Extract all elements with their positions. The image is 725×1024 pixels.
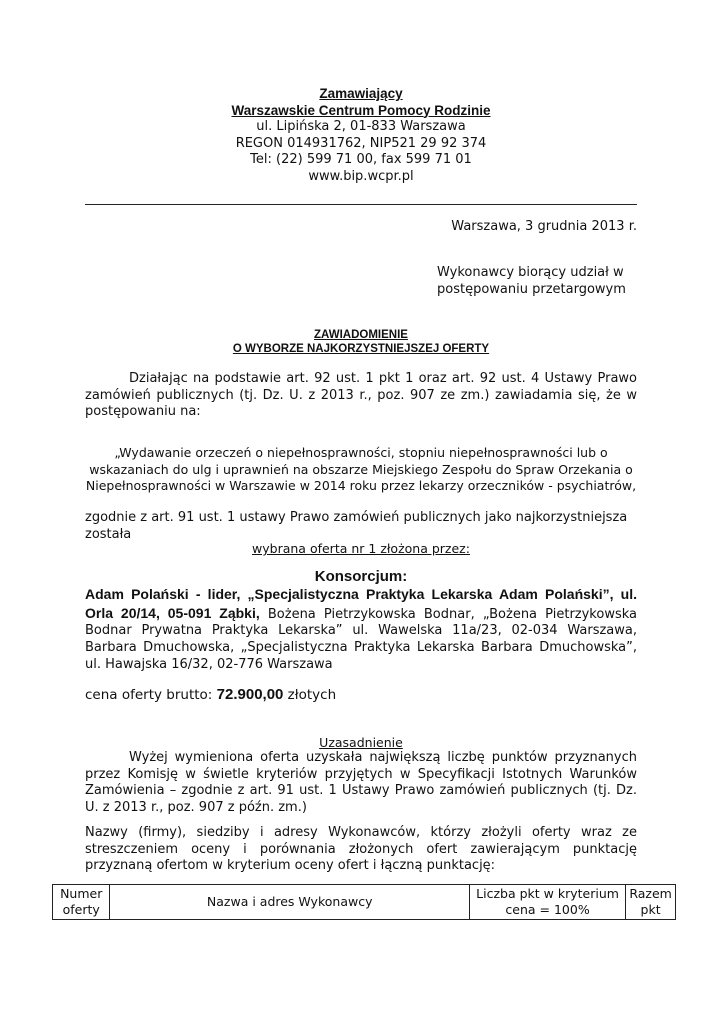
letterhead-regon-nip: REGON 014931762, NIP521 29 92 374: [235, 135, 487, 151]
consortium-partners: Bożena Pietrzykowska Bodnar, „Bożena Pietrzykowska Bodnar Prywatna Praktyka Lekarska” ul. Wawelska 11a/23, 02-034 Warszawa, Barbara Dmuchowska, „Specjalistyczna Praktyka Lekarska Barbara Dmuchowska”, ul. Hawajska 16/32, 02-776 Warszawa: [85, 606, 637, 672]
header-contractor-name: Nazwa i adres Wykonawcy: [110, 885, 470, 920]
recipient-line-1: Wykonawcy biorący udział w: [437, 265, 624, 280]
header-divider: [85, 204, 637, 205]
letterhead: [85, 86, 637, 185]
letterhead-website: www.bip.wcpr.pl: [308, 168, 414, 184]
title-line-2: O WYBORZE NAJKORZYSTNIEJSZEJ OFERTY: [232, 343, 490, 355]
offer-price: [85, 686, 336, 703]
header-offer-number: Numer oferty: [53, 885, 110, 920]
bidders-intro-paragraph: Nazwy (firmy), siedziby i adresy Wykonawców, którzy złożyli oferty wraz ze streszczeniem oceny i porównania złożonych ofert zawierającym punktację przyznaną ofertom w kryterium oceny ofert i łączną punktację:: [85, 825, 637, 873]
table-header-row: [53, 885, 676, 920]
offers-table: [52, 884, 676, 920]
document-date: Warszawa, 3 grudnia 2013 r.: [451, 219, 637, 234]
legal-basis-paragraph: zgodnie z art. 91 ust. 1 ustawy Prawo zamówień publicznych jako najkorzystniejsza została: [85, 510, 628, 542]
letterhead-organization: Warszawskie Centrum Pomocy Rodzinie: [231, 102, 491, 118]
price-label: cena oferty brutto:: [85, 687, 217, 703]
letterhead-address: ul. Lipińska 2, 01-833 Warszawa: [256, 119, 466, 134]
price-currency: złotych: [283, 687, 337, 703]
consortium-label: Konsorcjum:: [314, 568, 408, 585]
procurement-subject: „Wydawanie orzeczeń o niepełnosprawności, stopniu niepełnosprawności lub o wskazaniach do ulg i uprawnień na obszarze Miejskiego Zespołu do Spraw Orzekania o Niepełnosprawności w Warszawie w 2014 roku przez lekarzy orzeczników - psychiatrów,: [85, 445, 637, 493]
recipient-line-2: postępowaniu przetargowym: [437, 282, 626, 297]
consortium-leader: Adam Polański - lider, „Specjalistyczna Praktyka Lekarska Adam Polański”, ul. Orla 20/14, 05-091 Ząbki,: [85, 586, 637, 621]
letterhead-role: Zamawiający: [319, 86, 403, 101]
header-price-points: Liczba pkt w kryterium cena = 100%: [470, 885, 626, 920]
header-total-points: Razem pkt: [626, 885, 676, 920]
chosen-offer-line: wybrana oferta nr 1 złożona przez:: [252, 541, 470, 556]
document-title: [85, 328, 637, 356]
letterhead-phone-fax: Tel: (22) 599 71 00, fax 599 71 01: [250, 152, 472, 167]
justification-heading: Uzasadnienie: [319, 735, 403, 750]
consortium-members: [85, 586, 637, 674]
title-line-1: ZAWIADOMIENIE: [314, 329, 408, 341]
justification-paragraph: [85, 750, 637, 816]
intro-paragraph: Działając na podstawie art. 92 ust. 1 pkt 1 oraz art. 92 ust. 4 Ustawy Prawo zamówień publicznych (tj. Dz. U. z 2013 r., poz. 907 ze zm.) zawiadamia się, że w postępowaniu na:: [85, 371, 637, 419]
price-value: 72.900,00: [216, 686, 284, 703]
recipient-block: [437, 264, 626, 298]
justification-text: Wyżej wymieniona oferta uzyskała największą liczbę punktów przyznanych przez Komisję w świetle kryteriów przyjętych w Specyfikacji Istotnych Warunków Zamówienia – zgodnie z art. 91 ust. 1 Ustawy Prawo zamówień publicznych (tj. Dz. U. z 2013 r., poz. 907 z późn. zm.): [85, 750, 637, 815]
